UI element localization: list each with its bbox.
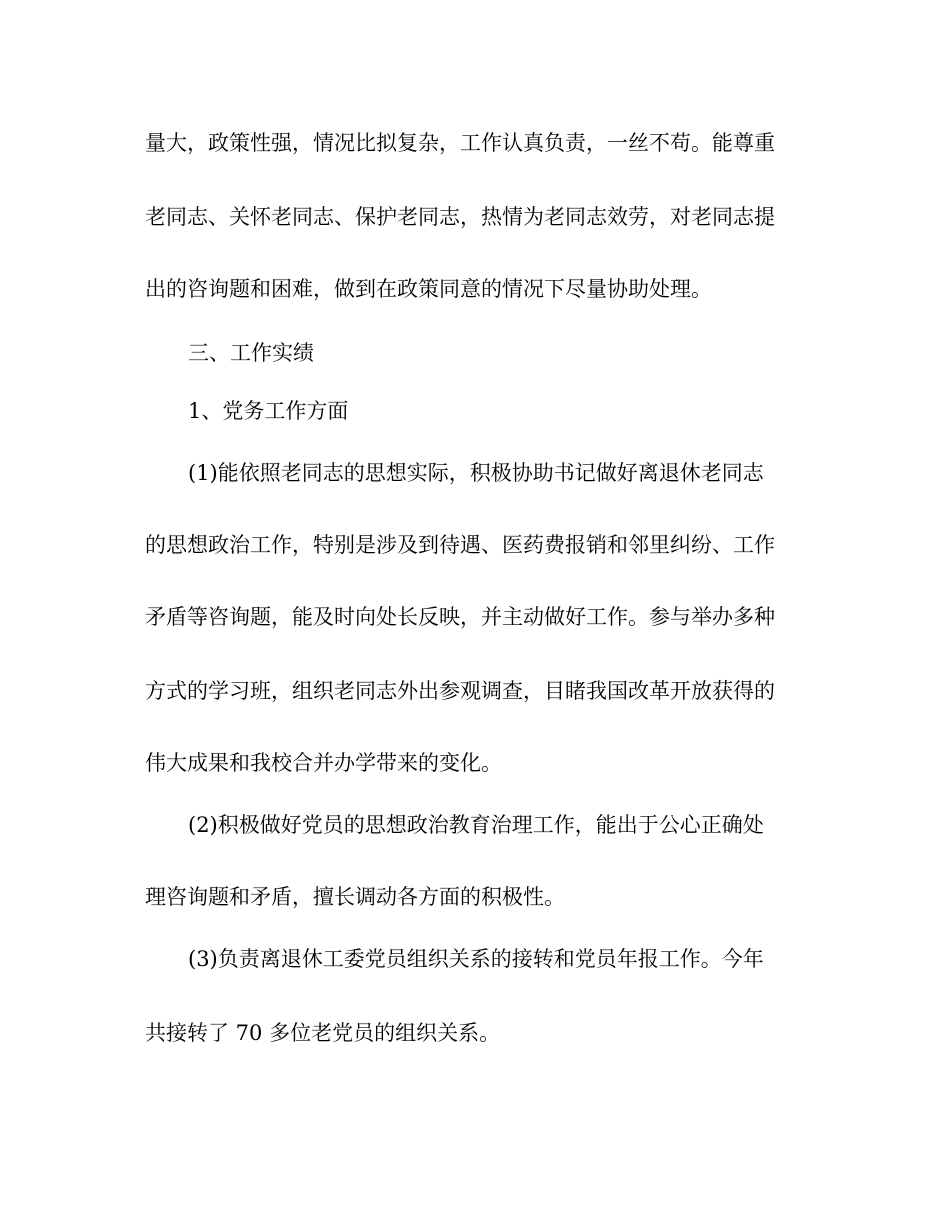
body-text-line: 老同志、关怀老同志、保护老同志，热情为老同志效劳，对老同志提 [145,205,775,229]
body-text-line: 矛盾等咨询题，能及时向处长反映，并主动做好工作。参与举办多种 [145,605,775,629]
body-text-line: 共接转了 70 多位老党员的组织关系。 [145,1021,501,1045]
body-text-line: (3)负责离退休工委党员组织关系的接转和党员年报工作。今年 [188,947,764,971]
body-text-line: (2)积极做好党员的思想政治教育治理工作，能出于公心正确处 [188,813,764,837]
body-text-line: 量大，政策性强，情况比拟复杂，工作认真负责，一丝不苟。能尊重 [145,131,775,155]
body-text-line: 出的咨询题和困难，做到在政策同意的情况下尽量协助处理。 [145,277,712,301]
body-text-line: 方式的学习班，组织老同志外出参观调查，目睹我国改革开放获得的 [145,679,775,703]
body-text-line: (1)能依照老同志的思想实际，积极协助书记做好离退休老同志 [188,461,764,485]
subsection-heading: 1、党务工作方面 [188,399,349,423]
body-text-line: 理咨询题和矛盾，擅长调动各方面的积极性。 [145,885,565,909]
body-text-line: 的思想政治工作，特别是涉及到待遇、医药费报销和邻里纠纷、工作 [145,533,775,557]
body-text-line: 伟大成果和我校合并办学带来的变化。 [145,751,502,775]
section-heading: 三、工作实绩 [188,341,314,365]
